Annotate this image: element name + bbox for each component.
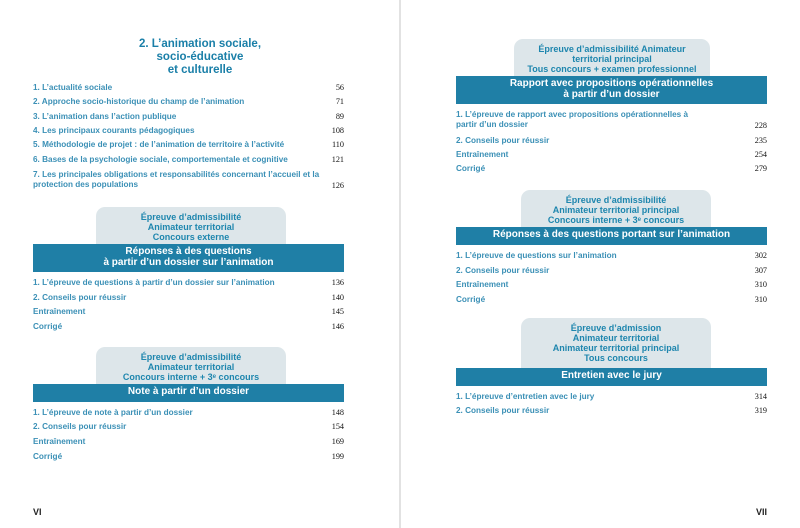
toc-entry-label: 5. Méthodologie de projet : de l’animation de territoire à l’activité — [33, 140, 285, 149]
exam-tab-line: Épreuve d’admissibilité — [565, 195, 667, 205]
toc-entry[interactable] — [456, 391, 767, 403]
toc-entry[interactable] — [456, 279, 767, 291]
exam-banner — [33, 244, 344, 272]
toc-entry-page: 199 — [331, 452, 344, 461]
toc-entry-label: 4. Les principaux courants pédagogiques — [33, 126, 195, 135]
toc-entry-label: Corrigé — [33, 322, 63, 331]
toc-entry[interactable] — [33, 321, 344, 333]
toc-entry-page: 235 — [754, 136, 767, 145]
exam-tab-line: Animateur territorial principal — [552, 205, 680, 215]
toc-entry-label: Entraînement — [33, 437, 86, 446]
section-title — [100, 38, 300, 77]
toc-entry-label: 1. L’épreuve de questions sur l’animation — [456, 251, 617, 260]
toc-entry-label: 1. L’actualité sociale — [33, 83, 113, 92]
left-page — [0, 0, 399, 528]
toc-entry-page: 146 — [331, 322, 344, 331]
exam-tab — [96, 347, 286, 384]
exam-banner-line: à partir d’un dossier — [563, 89, 660, 100]
toc-entry-label: 1. L’épreuve d’entretien avec le jury — [456, 392, 595, 401]
toc-entry-page: 319 — [754, 406, 767, 415]
toc-entry[interactable] — [456, 294, 767, 306]
toc-entry-label: Entraînement — [456, 150, 509, 159]
toc-entry[interactable] — [33, 306, 344, 318]
section-title-line: 2. L’animation sociale, — [138, 38, 262, 50]
toc-entry-page: 121 — [331, 155, 344, 164]
toc-entry[interactable] — [33, 421, 344, 433]
toc-entry-page: 108 — [331, 126, 344, 135]
exam-tab-line: Animateur territorial — [147, 362, 235, 372]
toc-entry-label: Corrigé — [33, 452, 63, 461]
toc-entry-page: 110 — [332, 140, 344, 149]
exam-banner — [456, 76, 767, 104]
exam-banner — [33, 384, 344, 402]
toc-entry-page: 71 — [335, 97, 344, 106]
toc-entry-label: Entraînement — [33, 307, 86, 316]
toc-entry[interactable] — [33, 96, 344, 108]
exam-banner-line: Rapport avec propositions opérationnelles — [509, 78, 714, 89]
toc-entry[interactable] — [456, 405, 767, 417]
exam-banner-line: Entretien avec le jury — [561, 370, 662, 381]
toc-entry-label: 1. L’épreuve de note à partir d’un dossier — [33, 408, 193, 417]
exam-banner — [456, 227, 767, 245]
exam-tab-line: territorial principal — [572, 54, 652, 64]
exam-banner-line: Réponses à des questions portant sur l’animation — [492, 229, 731, 240]
toc-entry-label: 6. Bases de la psychologie sociale, comportementale et cognitive — [33, 155, 288, 164]
toc-entry-page: 140 — [331, 293, 344, 302]
toc-entry[interactable] — [33, 407, 344, 419]
exam-tab-line: Épreuve d’admission — [570, 323, 662, 333]
toc-entry[interactable] — [456, 110, 767, 132]
toc-entry[interactable] — [33, 170, 344, 192]
toc-entry-page: 310 — [754, 280, 767, 289]
toc-entry-page: 302 — [754, 251, 767, 260]
toc-entry-page: 228 — [754, 121, 767, 130]
toc-entry[interactable] — [456, 250, 767, 262]
exam-tab — [521, 190, 711, 227]
toc-entry-label: 2. Conseils pour réussir — [456, 266, 550, 275]
toc-entry-label: 2. Conseils pour réussir — [33, 293, 127, 302]
exam-tab-line: Concours interne + 3ᵉ concours — [122, 372, 260, 382]
exam-tab-line: Épreuve d’admissibilité — [140, 352, 242, 362]
exam-tab — [521, 318, 711, 368]
exam-banner — [456, 368, 767, 386]
toc-entry-page: 307 — [754, 266, 767, 275]
toc-entry-label: 2. Conseils pour réussir — [456, 136, 550, 145]
toc-entry-page: 279 — [754, 164, 767, 173]
exam-tab-line: Animateur territorial principal — [552, 343, 680, 353]
toc-entry-label: 2. Conseils pour réussir — [456, 406, 550, 415]
toc-entry-label: 3. L’animation dans l’action publique — [33, 112, 177, 121]
toc-entry-page: 89 — [335, 112, 344, 121]
toc-entry-label: Corrigé — [456, 164, 486, 173]
toc-entry[interactable] — [33, 292, 344, 304]
toc-entry[interactable] — [456, 149, 767, 161]
toc-entry[interactable] — [33, 436, 344, 448]
toc-entry-label: 2. Conseils pour réussir — [33, 422, 127, 431]
toc-entry-label: Corrigé — [456, 295, 486, 304]
toc-entry-page: 314 — [754, 392, 767, 401]
toc-entry[interactable] — [456, 265, 767, 277]
toc-entry[interactable] — [33, 451, 344, 463]
page-number: VII — [755, 507, 767, 517]
toc-entry[interactable] — [33, 277, 344, 289]
toc-entry[interactable] — [33, 154, 344, 166]
exam-tab — [96, 207, 286, 244]
exam-tab-line: Concours interne + 3ᵉ concours — [547, 215, 685, 225]
toc-entry-page: 56 — [335, 83, 344, 92]
exam-tab-line: Concours externe — [152, 232, 230, 242]
toc-entry-page: 254 — [754, 150, 767, 159]
section-title-line: et culturelle — [167, 64, 233, 76]
toc-entry-page: 169 — [331, 437, 344, 446]
toc-entry-page: 154 — [331, 422, 344, 431]
toc-entry-label: Entraînement — [456, 280, 509, 289]
toc-entry[interactable] — [33, 139, 344, 151]
toc-entry[interactable] — [33, 111, 344, 123]
toc-entry[interactable] — [33, 82, 344, 94]
page-number: VI — [33, 507, 42, 517]
exam-tab-line: Tous concours — [584, 353, 648, 363]
exam-banner-line: à partir d’un dossier sur l’animation — [103, 257, 274, 268]
toc-entry-label: 1. L’épreuve de rapport avec propositions opérationnelles à partir d’un dossier — [456, 110, 689, 129]
toc-entry[interactable] — [456, 135, 767, 147]
exam-tab-line: Animateur territorial — [572, 333, 660, 343]
exam-tab — [514, 39, 710, 76]
exam-tab-line: Épreuve d’admissibilité — [140, 212, 242, 222]
toc-entry-page: 145 — [331, 307, 344, 316]
exam-tab-line: Animateur territorial — [147, 222, 235, 232]
exam-banner-line: Réponses à des questions — [125, 246, 252, 257]
exam-tab-line: Tous concours + examen professionnel — [527, 64, 697, 74]
toc-entry-label: 1. L’épreuve de questions à partir d’un dossier sur l’animation — [33, 278, 275, 287]
toc-entry[interactable] — [456, 163, 767, 175]
exam-banner-line: Note à partir d’un dossier — [127, 386, 250, 397]
right-page — [401, 0, 800, 528]
toc-entry[interactable] — [33, 125, 344, 137]
section-title-line: socio-éducative — [156, 51, 244, 63]
toc-entry-label: 7. Les principales obligations et responsabilités concernant l’accueil et la protection des populations — [33, 170, 320, 189]
toc-entry-page: 310 — [754, 295, 767, 304]
toc-entry-page: 126 — [331, 181, 344, 190]
toc-entry-label: 2. Approche socio-historique du champ de l’animation — [33, 97, 245, 106]
toc-entry-page: 148 — [331, 408, 344, 417]
toc-entry-page: 136 — [331, 278, 344, 287]
exam-tab-line: Épreuve d’admissibilité Animateur — [538, 44, 686, 54]
